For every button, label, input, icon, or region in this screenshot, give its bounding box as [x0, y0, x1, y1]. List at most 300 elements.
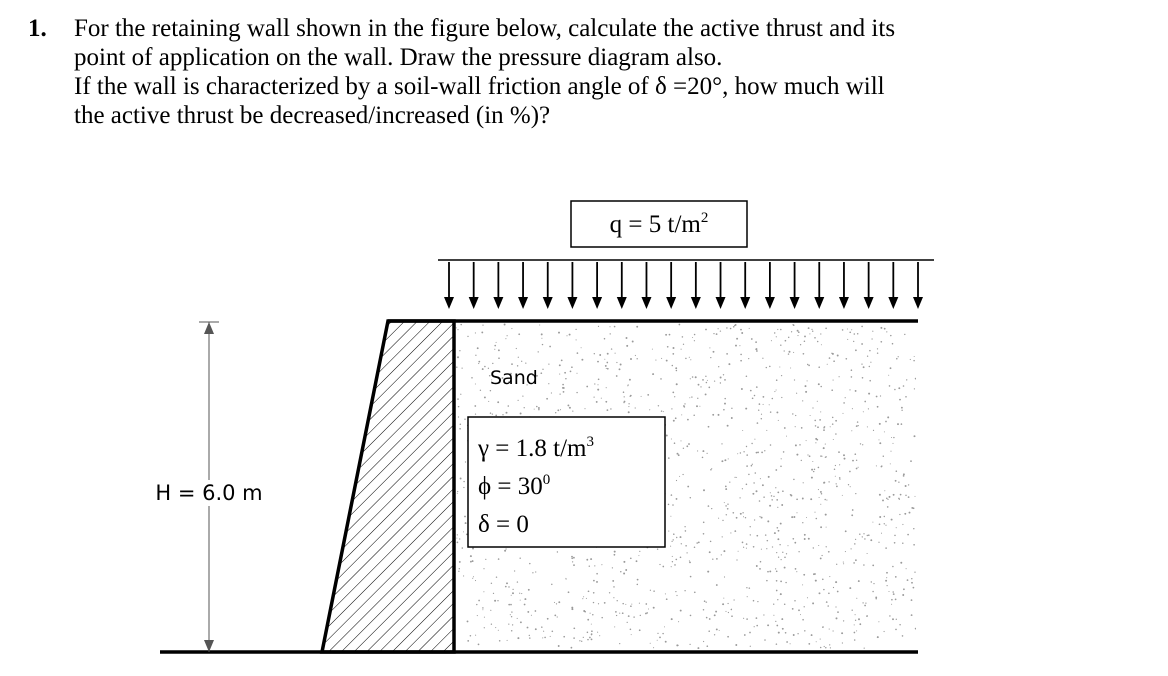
sand-dot — [705, 329, 707, 331]
sand-dot — [826, 500, 827, 501]
sand-dot — [797, 330, 799, 332]
sand-dot — [822, 579, 824, 581]
sand-dot — [892, 591, 894, 593]
sand-dot — [746, 375, 748, 377]
delta-value: δ = 0 — [478, 511, 529, 538]
sand-dot — [887, 416, 889, 418]
sand-dot — [559, 374, 560, 375]
sand-dot — [883, 455, 884, 456]
sand-dot — [538, 409, 540, 411]
sand-dot — [658, 405, 659, 406]
sand-dot — [688, 443, 690, 445]
sand-dot — [859, 623, 861, 625]
sand-dot — [635, 355, 636, 356]
sand-dot — [835, 606, 836, 607]
sand-dot — [599, 635, 600, 636]
sand-dot — [624, 401, 626, 403]
sand-dot — [903, 588, 905, 590]
sand-dot — [856, 630, 857, 631]
sand-dot — [716, 333, 718, 335]
sand-dot — [823, 429, 825, 431]
sand-dot — [762, 358, 763, 359]
sand-dot — [813, 547, 814, 548]
sand-dot — [508, 604, 510, 606]
sand-dot — [723, 598, 724, 599]
sand-dot — [671, 541, 672, 542]
sand-dot — [855, 390, 857, 392]
sand-dot — [913, 587, 915, 589]
sand-dot — [798, 551, 799, 552]
sand-dot — [593, 580, 595, 582]
sand-dot — [784, 427, 786, 429]
sand-dot — [534, 409, 535, 410]
sand-dot — [620, 571, 621, 572]
sand-dot — [896, 619, 897, 620]
sand-dot — [498, 630, 499, 631]
sand-dot — [571, 556, 573, 558]
sand-dot — [661, 358, 662, 359]
sand-dot — [746, 618, 748, 620]
sand-dot — [507, 335, 508, 336]
sand-dot — [771, 499, 772, 500]
sand-dot — [898, 498, 900, 500]
sand-dot — [852, 509, 854, 511]
sand-dot — [630, 629, 632, 631]
sand-dot — [606, 368, 607, 369]
sand-dot — [713, 351, 715, 353]
sand-dot — [889, 615, 890, 616]
sand-dot — [623, 561, 625, 563]
sand-dot — [481, 331, 483, 333]
sand-dot — [907, 579, 909, 581]
sand-dot — [458, 571, 459, 572]
sand-dot — [776, 499, 778, 501]
sand-dot — [784, 350, 785, 351]
sand-dot — [845, 358, 847, 360]
sand-dot — [913, 528, 914, 529]
sand-dot — [609, 592, 610, 593]
sand-dot — [809, 455, 811, 457]
sand-dot — [482, 368, 484, 370]
sand-dot — [891, 437, 892, 438]
sand-dot — [882, 499, 884, 501]
sand-dot — [579, 640, 580, 641]
sand-dot — [511, 616, 512, 617]
sand-dot — [751, 465, 753, 467]
sand-dot — [609, 326, 610, 327]
sand-dot — [629, 396, 630, 397]
sand-dot — [915, 378, 917, 380]
sand-dot — [488, 401, 489, 402]
sand-dot — [725, 611, 726, 612]
sand-dot — [806, 517, 807, 518]
sand-dot — [705, 393, 707, 395]
sand-dot — [753, 600, 755, 602]
sand-dot — [869, 366, 870, 367]
sand-dot — [680, 440, 681, 441]
sand-dot — [853, 341, 854, 342]
sand-dot — [805, 391, 807, 393]
sand-dot — [880, 327, 882, 329]
sand-dot — [498, 349, 500, 351]
sand-dot — [475, 414, 476, 415]
sand-dot — [766, 580, 768, 582]
sand-dot — [787, 545, 788, 546]
sand-dot — [464, 418, 465, 419]
sand-dot — [886, 331, 887, 332]
sand-dot — [496, 342, 497, 343]
sand-dot — [776, 389, 777, 390]
sand-dot — [895, 629, 897, 631]
sand-dot — [490, 610, 491, 611]
sand-dot — [770, 492, 771, 493]
sand-dot — [597, 384, 598, 385]
sand-dot — [772, 398, 774, 400]
sand-dot — [755, 472, 757, 474]
sand-dot — [729, 481, 730, 482]
sand-dot — [740, 329, 742, 331]
sand-dot — [886, 572, 888, 574]
sand-dot — [780, 466, 782, 468]
sand-dot — [739, 497, 740, 498]
sand-dot — [824, 646, 825, 647]
sand-dot — [623, 573, 625, 575]
sand-dot — [521, 593, 522, 594]
sand-dot — [911, 582, 913, 584]
sand-dot — [681, 543, 682, 544]
sand-dot — [690, 576, 692, 578]
sand-dot — [563, 391, 565, 393]
sand-dot — [849, 587, 851, 589]
sand-dot — [734, 530, 736, 532]
sand-dot — [470, 555, 472, 557]
sand-dot — [777, 329, 778, 330]
sand-dot — [730, 328, 732, 330]
sand-dot — [825, 328, 827, 330]
sand-dot — [808, 365, 810, 367]
sand-dot — [756, 452, 758, 454]
sand-dot — [815, 580, 817, 582]
sand-dot — [728, 363, 730, 365]
sand-dot — [569, 407, 571, 409]
sand-dot — [854, 333, 856, 335]
sand-dot — [484, 366, 486, 368]
sand-dot — [867, 426, 868, 427]
sand-dot — [754, 519, 755, 520]
sand-dot — [657, 640, 658, 641]
sand-dot — [532, 572, 533, 573]
sand-dot — [742, 488, 743, 489]
sand-dot — [760, 478, 761, 479]
sand-dot — [562, 384, 564, 386]
sand-dot — [793, 479, 795, 481]
sand-dot — [565, 378, 566, 379]
sand-dot — [796, 571, 797, 572]
surcharge-arrowhead — [691, 297, 701, 309]
sand-dot — [519, 557, 520, 558]
sand-dot — [575, 329, 576, 330]
sand-dot — [817, 341, 819, 343]
sand-dot — [776, 590, 778, 592]
sand-dot — [904, 334, 905, 335]
sand-dot — [796, 454, 798, 456]
sand-dot — [850, 486, 851, 487]
sand-dot — [679, 324, 681, 326]
surcharge-arrowhead — [790, 297, 800, 309]
sand-dot — [862, 602, 863, 603]
sand-dot — [678, 621, 679, 622]
sand-dot — [683, 344, 684, 345]
sand-dot — [827, 364, 828, 365]
sand-dot — [636, 560, 638, 562]
sand-dot — [835, 420, 837, 422]
sand-dot — [894, 535, 896, 537]
sand-dot — [890, 367, 892, 369]
sand-dot — [707, 571, 709, 573]
sand-dot — [619, 643, 620, 644]
sand-dot — [652, 349, 653, 350]
sand-dot — [879, 442, 881, 444]
sand-dot — [744, 634, 746, 636]
sand-dot — [544, 637, 546, 639]
sand-dot — [826, 601, 828, 603]
sand-dot — [630, 358, 632, 360]
sand-dot — [867, 535, 868, 536]
sand-dot — [849, 389, 850, 390]
sand-dot — [870, 362, 871, 363]
sand-dot — [861, 343, 863, 345]
sand-dot — [671, 618, 673, 620]
sand-dot — [482, 609, 483, 610]
sand-dot — [716, 558, 718, 560]
sand-dot — [736, 338, 738, 340]
sand-dot — [696, 542, 698, 544]
sand-dot — [676, 480, 677, 481]
sand-dot — [710, 469, 712, 471]
sand-dot — [740, 354, 742, 356]
sand-dot — [842, 413, 843, 414]
sand-dot — [605, 365, 607, 367]
sand-dot — [814, 469, 815, 470]
sand-dot — [743, 618, 744, 619]
sand-dot — [606, 387, 607, 388]
sand-dot — [464, 516, 466, 518]
sand-dot — [857, 333, 859, 335]
sand-dot — [868, 408, 869, 409]
sand-dot — [888, 591, 889, 592]
sand-dot — [793, 516, 795, 518]
sand-dot — [714, 614, 716, 616]
sand-dot — [871, 338, 872, 339]
sand-dot — [788, 337, 789, 338]
sand-dot — [778, 632, 780, 634]
sand-dot — [709, 618, 711, 620]
sand-dot — [780, 329, 782, 331]
sand-dot — [528, 589, 530, 591]
sand-dot — [673, 539, 674, 540]
sand-dot — [666, 598, 668, 600]
sand-dot — [714, 380, 715, 381]
sand-dot — [823, 482, 825, 484]
sand-dot — [630, 557, 632, 559]
sand-dot — [551, 392, 552, 393]
sand-dot — [870, 539, 872, 541]
sand-dot — [767, 540, 769, 542]
sand-dot — [781, 397, 782, 398]
problem-line-3: If the wall is characterized by a soil-wall friction angle of δ =20°, how much will — [74, 73, 885, 100]
sand-dot — [474, 405, 476, 407]
sand-dot — [472, 560, 474, 562]
sand-dot — [708, 505, 710, 507]
sand-dot — [491, 624, 492, 625]
sand-dot — [782, 490, 784, 492]
sand-dot — [635, 407, 636, 408]
sand-dot — [616, 375, 618, 377]
sand-dot — [627, 622, 628, 623]
sand-dot — [724, 459, 726, 461]
sand-dot — [554, 602, 555, 603]
sand-dot — [740, 360, 742, 362]
sand-dot — [891, 519, 893, 521]
sand-dot — [746, 484, 748, 486]
sand-dot — [685, 530, 687, 532]
sand-dot — [821, 456, 822, 457]
sand-dot — [861, 363, 862, 364]
sand-dot — [573, 627, 575, 629]
sand-dot — [816, 439, 818, 441]
sand-dot — [793, 352, 794, 353]
sand-dot — [483, 568, 484, 569]
sand-dot — [812, 461, 813, 462]
sand-dot — [568, 591, 570, 593]
sand-dot — [759, 500, 761, 502]
sand-dot — [614, 554, 616, 556]
sand-dot — [620, 364, 622, 366]
retaining-wall — [322, 321, 454, 652]
sand-dot — [519, 593, 520, 594]
sand-dot — [730, 532, 731, 533]
surcharge-arrowhead — [716, 297, 726, 309]
sand-dot — [873, 430, 874, 431]
sand-dot — [457, 356, 459, 358]
sand-dot — [727, 508, 729, 510]
sand-dot — [817, 426, 819, 428]
sand-dot — [727, 636, 729, 638]
sand-dot — [476, 604, 477, 605]
sand-dot — [864, 648, 865, 649]
sand-dot — [908, 496, 910, 498]
sand-dot — [892, 343, 894, 345]
sand-dot — [843, 562, 844, 563]
sand-dot — [576, 373, 577, 374]
sand-dot — [457, 534, 458, 535]
sand-dot — [810, 498, 812, 500]
sand-dot — [835, 465, 836, 466]
sand-dot — [746, 446, 747, 447]
sand-dot — [675, 367, 677, 369]
sand-dot — [807, 454, 808, 455]
sand-dot — [900, 494, 902, 496]
sand-dot — [475, 383, 476, 384]
sand-dot — [902, 594, 904, 596]
sand-dot — [838, 451, 840, 453]
sand-dot — [833, 587, 834, 588]
sand-dot — [832, 423, 834, 425]
sand-dot — [475, 580, 476, 581]
problem-line-4: the active thrust be decreased/increased (in %)? — [74, 102, 551, 129]
sand-dot — [676, 595, 677, 596]
sand-dot — [879, 523, 881, 525]
sand-dot — [696, 405, 698, 407]
sand-dot — [889, 496, 891, 498]
sand-dot — [477, 347, 479, 349]
sand-dot — [901, 410, 902, 411]
sand-dot — [835, 433, 837, 435]
sand-dot — [639, 551, 640, 552]
sand-dot — [630, 605, 632, 607]
sand-dot — [554, 615, 556, 617]
sand-dot — [872, 565, 874, 567]
sand-dot — [855, 539, 856, 540]
sand-dot — [756, 490, 758, 492]
sand-dot — [571, 647, 573, 649]
sand-dot — [566, 335, 567, 336]
sand-dot — [490, 390, 491, 391]
sand-dot — [467, 336, 468, 337]
sand-dot — [885, 580, 887, 582]
sand-dot — [735, 644, 737, 646]
sand-dot — [471, 377, 473, 379]
sand-dot — [614, 551, 616, 553]
sand-dot — [803, 353, 805, 355]
sand-dot — [834, 468, 836, 470]
sand-dot — [573, 557, 575, 559]
sand-dot — [856, 460, 857, 461]
sand-dot — [845, 397, 846, 398]
sand-dot — [625, 604, 626, 605]
sand-dot — [843, 620, 844, 621]
sand-dot — [511, 595, 512, 596]
sand-dot — [899, 624, 900, 625]
sand-dot — [724, 403, 726, 405]
sand-dot — [756, 565, 758, 567]
sand-dot — [529, 637, 530, 638]
sand-dot — [775, 621, 776, 622]
sand-dot — [854, 453, 856, 455]
surcharge-arrowhead — [666, 297, 676, 309]
sand-dot — [619, 613, 620, 614]
sand-dot — [780, 344, 781, 345]
sand-dot — [781, 458, 782, 459]
sand-dot — [830, 426, 831, 427]
sand-dot — [690, 359, 691, 360]
sand-dot — [735, 345, 737, 347]
sand-dot — [710, 357, 711, 358]
sand-dot — [864, 538, 865, 539]
sand-dot — [593, 592, 595, 594]
sand-dot — [807, 597, 808, 598]
sand-dot — [821, 344, 822, 345]
sand-dot — [823, 447, 825, 449]
sand-dot — [815, 425, 817, 427]
surcharge-arrows — [444, 262, 923, 309]
sand-dot — [906, 379, 907, 380]
sand-dot — [819, 592, 821, 594]
sand-dot — [491, 583, 492, 584]
sand-dot — [817, 401, 818, 402]
surcharge-arrowhead — [543, 297, 553, 309]
sand-dot — [794, 600, 796, 602]
